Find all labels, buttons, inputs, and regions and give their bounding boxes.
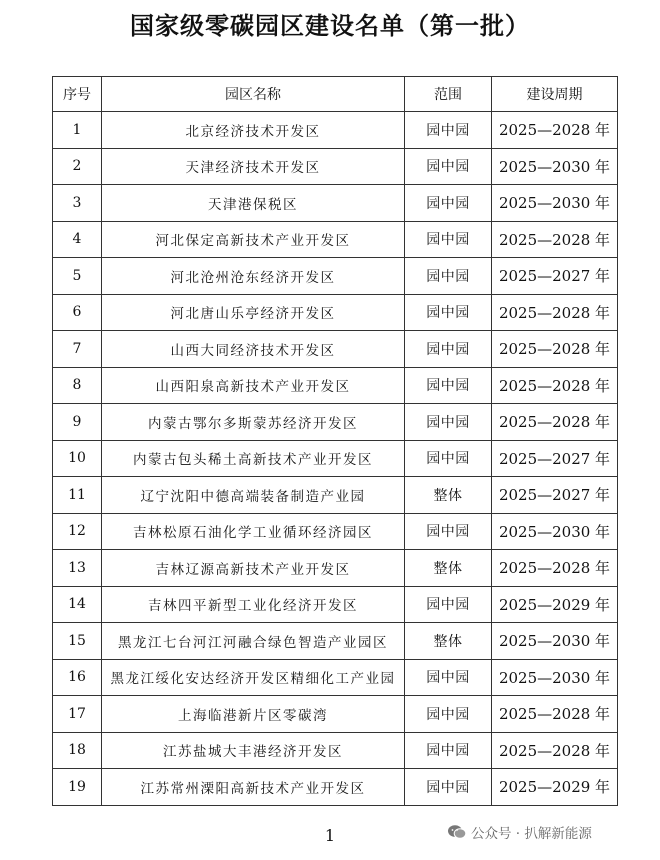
park-name: 河北保定高新技术产业开发区: [102, 221, 405, 258]
row-number: 15: [53, 623, 102, 660]
row-number: 13: [53, 550, 102, 587]
row-number: 17: [53, 696, 102, 733]
park-scope: 园中园: [405, 732, 492, 769]
park-scope: 园中园: [405, 440, 492, 477]
park-name: 山西阳泉高新技术产业开发区: [102, 367, 405, 404]
row-number: 9: [53, 404, 102, 441]
park-name: 辽宁沈阳中德高端装备制造产业园: [102, 477, 405, 514]
page-title: 国家级零碳园区建设名单（第一批）: [130, 12, 530, 40]
row-number: 2: [53, 148, 102, 185]
build-period: 2025—2028 年: [492, 367, 618, 404]
park-name: 天津港保税区: [102, 185, 405, 222]
park-scope: 园中园: [405, 769, 492, 806]
park-list-table: [52, 76, 618, 806]
park-name: 天津经济技术开发区: [102, 148, 405, 185]
park-name: 上海临港新片区零碳湾: [102, 696, 405, 733]
park-name: 山西大同经济技术开发区: [102, 331, 405, 368]
build-period: 2025—2028 年: [492, 732, 618, 769]
watermark-text: 公众号 · 扒解新能源: [471, 826, 592, 842]
build-period: 2025—2030 年: [492, 623, 618, 660]
build-period: 2025—2028 年: [492, 696, 618, 733]
table-row: [53, 623, 618, 660]
table-row: [53, 477, 618, 514]
park-scope: 园中园: [405, 185, 492, 222]
park-name: 河北唐山乐亭经济开发区: [102, 294, 405, 331]
build-period: 2025—2027 年: [492, 477, 618, 514]
park-name: 黑龙江绥化安达经济开发区精细化工产业园: [102, 659, 405, 696]
table-row: [53, 440, 618, 477]
build-period: 2025—2028 年: [492, 221, 618, 258]
header-scope: 范围: [405, 77, 492, 112]
park-name: 河北沧州沧东经济开发区: [102, 258, 405, 295]
table-row: [53, 367, 618, 404]
row-number: 5: [53, 258, 102, 295]
park-scope: 园中园: [405, 659, 492, 696]
row-number: 14: [53, 586, 102, 623]
row-number: 19: [53, 769, 102, 806]
row-number: 3: [53, 185, 102, 222]
build-period: 2025—2028 年: [492, 112, 618, 149]
build-period: 2025—2030 年: [492, 148, 618, 185]
wechat-icon: [447, 824, 467, 840]
build-period: 2025—2030 年: [492, 659, 618, 696]
table-row: [53, 513, 618, 550]
build-period: 2025—2028 年: [492, 331, 618, 368]
park-name: 江苏常州溧阳高新技术产业开发区: [102, 769, 405, 806]
build-period: 2025—2030 年: [492, 513, 618, 550]
table-body: [53, 112, 618, 806]
table-header-row: [53, 77, 618, 112]
table-row: [53, 696, 618, 733]
page-number: 1: [324, 826, 336, 845]
park-name: 江苏盐城大丰港经济开发区: [102, 732, 405, 769]
build-period: 2025—2027 年: [492, 440, 618, 477]
park-name: 吉林四平新型工业化经济开发区: [102, 586, 405, 623]
build-period: 2025—2028 年: [492, 550, 618, 587]
park-scope: 园中园: [405, 404, 492, 441]
table-row: [53, 769, 618, 806]
table-row: [53, 732, 618, 769]
row-number: 7: [53, 331, 102, 368]
table-row: [53, 294, 618, 331]
park-scope: 园中园: [405, 586, 492, 623]
header-no: 序号: [53, 77, 102, 112]
build-period: 2025—2027 年: [492, 258, 618, 295]
park-scope: 园中园: [405, 221, 492, 258]
park-scope: 园中园: [405, 148, 492, 185]
table-row: [53, 331, 618, 368]
table-row: [53, 112, 618, 149]
row-number: 6: [53, 294, 102, 331]
row-number: 11: [53, 477, 102, 514]
table-row: [53, 659, 618, 696]
park-scope: 园中园: [405, 513, 492, 550]
row-number: 4: [53, 221, 102, 258]
header-period: 建设周期: [492, 77, 618, 112]
build-period: 2025—2028 年: [492, 404, 618, 441]
build-period: 2025—2029 年: [492, 586, 618, 623]
build-period: 2025—2029 年: [492, 769, 618, 806]
row-number: 18: [53, 732, 102, 769]
park-name: 北京经济技术开发区: [102, 112, 405, 149]
table-row: [53, 550, 618, 587]
row-number: 1: [53, 112, 102, 149]
table-row: [53, 148, 618, 185]
park-scope: 园中园: [405, 696, 492, 733]
table-row: [53, 586, 618, 623]
watermark: [447, 822, 592, 842]
park-scope: 整体: [405, 623, 492, 660]
row-number: 10: [53, 440, 102, 477]
row-number: 16: [53, 659, 102, 696]
park-name: 内蒙古包头稀土高新技术产业开发区: [102, 440, 405, 477]
park-name: 黑龙江七台河江河融合绿色智造产业园区: [102, 623, 405, 660]
row-number: 8: [53, 367, 102, 404]
park-scope: 园中园: [405, 331, 492, 368]
park-scope: 园中园: [405, 258, 492, 295]
park-scope: 园中园: [405, 294, 492, 331]
build-period: 2025—2030 年: [492, 185, 618, 222]
park-name: 吉林松原石油化学工业循环经济园区: [102, 513, 405, 550]
table-row: [53, 258, 618, 295]
park-name: 内蒙古鄂尔多斯蒙苏经济开发区: [102, 404, 405, 441]
park-name: 吉林辽源高新技术产业开发区: [102, 550, 405, 587]
park-scope: 整体: [405, 477, 492, 514]
header-park-name: 园区名称: [102, 77, 405, 112]
park-scope: 园中园: [405, 367, 492, 404]
table-row: [53, 185, 618, 222]
table-row: [53, 221, 618, 258]
park-scope: 整体: [405, 550, 492, 587]
build-period: 2025—2028 年: [492, 294, 618, 331]
row-number: 12: [53, 513, 102, 550]
table-row: [53, 404, 618, 441]
park-scope: 园中园: [405, 112, 492, 149]
